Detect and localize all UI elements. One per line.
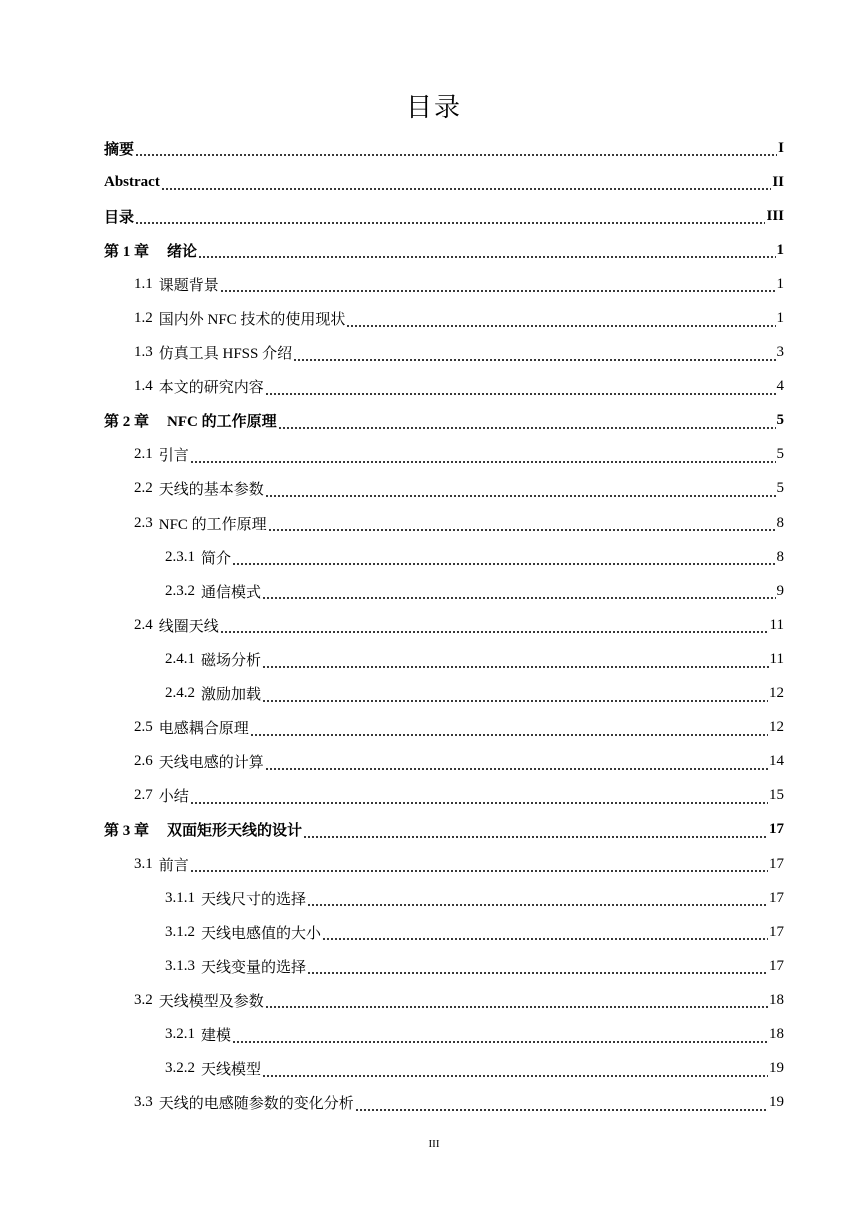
toc-entry-number: 2.3.1 bbox=[165, 548, 195, 565]
dot-leader bbox=[198, 245, 775, 261]
toc-entry-page-number: 17 bbox=[769, 889, 784, 906]
toc-entry[interactable] bbox=[104, 199, 784, 233]
toc-entry[interactable] bbox=[104, 1052, 784, 1086]
toc-entry-label: 绪论 bbox=[167, 243, 198, 260]
toc-entry-number: 2.1 bbox=[134, 446, 153, 463]
toc-entry-label: 引言 bbox=[158, 448, 189, 465]
toc-entry[interactable] bbox=[104, 642, 784, 676]
toc-entry[interactable] bbox=[104, 233, 784, 267]
toc-entry-page-number: II bbox=[772, 173, 784, 190]
dot-leader bbox=[190, 450, 776, 466]
dot-leader bbox=[262, 1064, 768, 1080]
dot-leader bbox=[293, 348, 775, 364]
toc-entry-number: 1.3 bbox=[134, 344, 153, 361]
dot-leader bbox=[346, 314, 775, 330]
toc-entry[interactable] bbox=[104, 370, 784, 404]
toc-entry-number: 2.5 bbox=[134, 719, 153, 736]
toc-entry[interactable] bbox=[104, 165, 784, 199]
toc-entry-label: 通信模式 bbox=[201, 584, 262, 601]
dot-leader bbox=[135, 211, 765, 227]
toc-entry[interactable] bbox=[104, 608, 784, 642]
toc-entry[interactable] bbox=[104, 711, 784, 745]
dot-leader bbox=[278, 416, 776, 432]
toc-entry-page-number: 18 bbox=[769, 1025, 784, 1042]
toc-entry[interactable] bbox=[104, 404, 784, 438]
dot-leader bbox=[161, 177, 771, 193]
dot-leader bbox=[322, 927, 768, 943]
toc-entry[interactable] bbox=[104, 983, 784, 1017]
toc-entry-number: 2.3 bbox=[134, 514, 153, 531]
toc-entry[interactable] bbox=[104, 472, 784, 506]
dot-leader bbox=[262, 586, 775, 602]
dot-leader bbox=[220, 620, 769, 636]
toc-entry-label: 激励加载 bbox=[201, 687, 262, 704]
toc-entry[interactable] bbox=[104, 745, 784, 779]
toc-entry-page-number: III bbox=[766, 207, 784, 224]
toc-entry-label: 天线模型 bbox=[201, 1062, 262, 1079]
toc-entry-number: 第 3 章 bbox=[104, 823, 150, 840]
toc-entry-label: 线圈天线 bbox=[158, 618, 219, 635]
toc-entry-page-number: 8 bbox=[776, 514, 784, 531]
toc-entry-number: 2.4.2 bbox=[165, 685, 195, 702]
dot-leader bbox=[262, 655, 769, 671]
dot-leader bbox=[190, 859, 768, 875]
toc-entry-label: 天线尺寸的选择 bbox=[201, 891, 307, 908]
toc-entry[interactable] bbox=[104, 881, 784, 915]
toc-entry-page-number: 5 bbox=[776, 446, 784, 463]
toc-entry-page-number: 1 bbox=[776, 310, 784, 327]
toc-entry-label: 磁场分析 bbox=[201, 652, 262, 669]
toc-entry-page-number: 19 bbox=[769, 1094, 784, 1111]
toc-entry-page-number: 17 bbox=[769, 821, 784, 838]
toc-entry[interactable] bbox=[104, 779, 784, 813]
toc-entry-label: 天线电感值的大小 bbox=[201, 925, 322, 942]
dot-leader bbox=[250, 723, 768, 739]
toc-entry[interactable] bbox=[104, 438, 784, 472]
dot-leader bbox=[303, 825, 768, 841]
toc-entry-number: 第 1 章 bbox=[104, 243, 150, 260]
toc-entry-label: 电感耦合原理 bbox=[158, 721, 249, 738]
dot-leader bbox=[220, 279, 776, 295]
dot-leader bbox=[265, 995, 768, 1011]
toc-entry-label: NFC 的工作原理 bbox=[158, 516, 267, 533]
toc-entry-label: 简介 bbox=[201, 550, 232, 567]
toc-entry-label: NFC 的工作原理 bbox=[167, 414, 277, 431]
toc-entry-page-number: 12 bbox=[769, 719, 784, 736]
toc-entry-page-number: 14 bbox=[769, 753, 784, 770]
toc-entry-label: 双面矩形天线的设计 bbox=[167, 823, 303, 840]
toc-entry-page-number: 18 bbox=[769, 991, 784, 1008]
toc-entry-number: 1.4 bbox=[134, 378, 153, 395]
toc-entry-label: 国内外 NFC 技术的使用现状 bbox=[158, 312, 346, 329]
toc-entry-number: 3.2.1 bbox=[165, 1025, 195, 1042]
toc-entry-number: 2.2 bbox=[134, 480, 153, 497]
toc-entry[interactable] bbox=[104, 540, 784, 574]
toc-entry-label: 天线的基本参数 bbox=[158, 482, 264, 499]
dot-leader bbox=[268, 518, 776, 534]
toc-entry[interactable] bbox=[104, 301, 784, 335]
toc-entry-page-number: 5 bbox=[776, 480, 784, 497]
toc-entry-number: 2.4.1 bbox=[165, 650, 195, 667]
toc-entry[interactable] bbox=[104, 847, 784, 881]
toc-entry-number: 3.1.3 bbox=[165, 957, 195, 974]
dot-leader bbox=[190, 791, 768, 807]
toc-entry[interactable] bbox=[104, 949, 784, 983]
toc-entry-page-number: 11 bbox=[769, 650, 784, 667]
toc-entry-number: 2.3.2 bbox=[165, 582, 195, 599]
dot-leader bbox=[265, 382, 776, 398]
toc-entry-number: 3.1 bbox=[134, 855, 153, 872]
toc-entry[interactable] bbox=[104, 131, 784, 165]
dot-leader bbox=[355, 1098, 768, 1114]
toc-entry-label: 小结 bbox=[158, 789, 189, 806]
toc-entry-label: 天线电感的计算 bbox=[158, 755, 264, 772]
toc-entry[interactable] bbox=[104, 506, 784, 540]
toc-entry-number: 3.2 bbox=[134, 991, 153, 1008]
toc-entry-page-number: 12 bbox=[769, 685, 784, 702]
toc-entry-page-number: 19 bbox=[769, 1060, 784, 1077]
toc-entry-label: Abstract bbox=[104, 173, 160, 190]
page-number-footer: III bbox=[428, 1138, 440, 1150]
page-title: 目录 bbox=[405, 93, 462, 123]
toc-entry-page-number: 3 bbox=[776, 344, 784, 361]
toc-entry-page-number: 17 bbox=[769, 855, 784, 872]
toc-entry[interactable] bbox=[104, 574, 784, 608]
toc-entry-number: 2.6 bbox=[134, 753, 153, 770]
toc-entry-number: 3.1.1 bbox=[165, 889, 195, 906]
toc-entry[interactable] bbox=[104, 677, 784, 711]
dot-leader bbox=[307, 893, 768, 909]
toc-entry-label: 本文的研究内容 bbox=[158, 380, 264, 397]
toc-entry[interactable] bbox=[104, 813, 784, 847]
dot-leader bbox=[232, 552, 775, 568]
toc-entry-number: 3.2.2 bbox=[165, 1060, 195, 1077]
toc-entry[interactable] bbox=[104, 336, 784, 370]
toc-entry-page-number: 1 bbox=[776, 275, 784, 292]
toc-entry-page-number: 8 bbox=[776, 548, 784, 565]
toc-entry-page-number: 9 bbox=[776, 582, 784, 599]
toc-entry-label: 天线变量的选择 bbox=[201, 959, 307, 976]
table-of-contents bbox=[104, 131, 784, 1120]
toc-entry-number: 2.4 bbox=[134, 616, 153, 633]
toc-entry-page-number: 17 bbox=[769, 957, 784, 974]
toc-entry[interactable] bbox=[104, 267, 784, 301]
toc-entry-label: 建模 bbox=[201, 1027, 232, 1044]
dot-leader bbox=[265, 757, 768, 773]
toc-entry-page-number: 11 bbox=[769, 616, 784, 633]
toc-entry[interactable] bbox=[104, 1086, 784, 1120]
toc-entry-label: 摘要 bbox=[104, 141, 135, 158]
toc-entry-page-number: 4 bbox=[776, 378, 784, 395]
toc-entry-label: 前言 bbox=[158, 857, 189, 874]
dot-leader bbox=[232, 1030, 768, 1046]
toc-entry-label: 天线模型及参数 bbox=[158, 993, 264, 1010]
dot-leader bbox=[265, 484, 776, 500]
dot-leader bbox=[262, 689, 768, 705]
dot-leader bbox=[135, 143, 777, 159]
toc-entry-label: 目录 bbox=[104, 209, 135, 226]
toc-entry-number: 1.1 bbox=[134, 275, 153, 292]
toc-entry-page-number: 17 bbox=[769, 923, 784, 940]
dot-leader bbox=[307, 961, 768, 977]
toc-entry-number: 1.2 bbox=[134, 310, 153, 327]
toc-entry-number: 第 2 章 bbox=[104, 414, 150, 431]
toc-entry[interactable] bbox=[104, 915, 784, 949]
toc-entry-number: 3.3 bbox=[134, 1094, 153, 1111]
toc-entry-page-number: 15 bbox=[769, 787, 784, 804]
toc-entry-page-number: I bbox=[778, 139, 784, 156]
toc-entry[interactable] bbox=[104, 1017, 784, 1051]
toc-entry-page-number: 1 bbox=[776, 241, 784, 258]
toc-entry-label: 课题背景 bbox=[158, 277, 219, 294]
toc-entry-number: 3.1.2 bbox=[165, 923, 195, 940]
toc-entry-page-number: 5 bbox=[776, 412, 784, 429]
toc-entry-number: 2.7 bbox=[134, 787, 153, 804]
toc-entry-label: 仿真工具 HFSS 介绍 bbox=[158, 346, 293, 363]
toc-entry-label: 天线的电感随参数的变化分析 bbox=[158, 1096, 354, 1113]
